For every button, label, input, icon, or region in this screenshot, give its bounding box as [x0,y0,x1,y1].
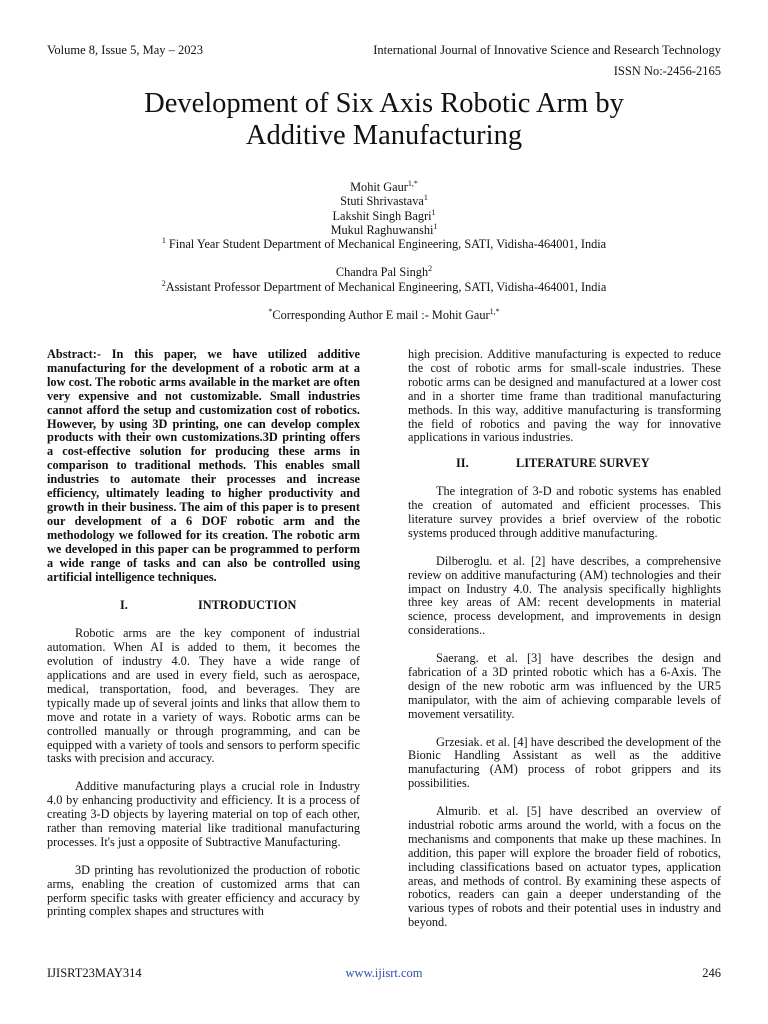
author-2: Stuti Shrivastava$^1$ [340,193,428,209]
author-5: Chandra Pal Singh$^2$ [335,264,433,280]
footer-page-number: 246 [702,966,721,980]
corresponding-author: *Corresponding Author E mail :- Mohit Gaur$^{1,*}$ [268,306,500,323]
intro-paragraph-1: Robotic arms are the key component of industrial automation. When AI is added to them, it becomes the evolution of industry 4.0. They have a wide range of applications and are used in every field, such as aerospace, medical, transportation, food, and beverages. They are typically made up of several joints and links that allow them to move and rotate in a variety of ways. Robotic arms can be controlled manually or through programming, and can be equipped with a variety of tools and sensors to perform specific tasks with precision and accuracy. [47,626,360,766]
footer-website-link[interactable]: www.ijisrt.com [345,966,423,980]
paper-title [60,88,708,152]
section-heading-introduction: I. INTRODUCTION [120,598,297,613]
author-3: Lakshit Singh Bagri$^1$ [332,207,436,223]
author-4: Mukul Raghuwanshi$^1$ [330,221,438,237]
header-journal: International Journal of Innovative Science and Research Technology [373,43,721,57]
intro-paragraph-2: Additive manufacturing plays a crucial role in Industry 4.0 by enhancing productivity and efficiency. It is a process of creating 3-D objects by layering material on top of each other, rather than removing material like traditional manufacturing processes. It's just a opposite of Subtractive Manufacturing. [47,779,360,849]
affiliation-1: $^1$ Final Year Student Department of Mechanical Engineering, SATI, Vidisha-464001, India [161,236,607,252]
literature-paragraph-2: Dilberoglu. et al. [2] have describes, a comprehensive review on additive manufacturing (AM) technologies and their impact on Industry 4.0. The analysis specifically highlights three key areas of AM: recent developments in material science, process development, and improvements in design considerations.. [408,553,721,638]
section-heading-literature-survey: II. LITERATURE SURVEY [456,456,650,471]
title-line-2: Additive Manufacturing [245,120,523,151]
literature-paragraph-1: The integration of 3-D and robotic systems has enabled the creation of automated and efficient processes. This literature survey provides a brief overview of the robotic systems produced through additive manufacturing. [408,484,721,540]
literature-paragraph-5: Almurib. et al. [5] have described an overview of industrial robotic arms around the world, with a focus on the mechanisms and components that make up these machines. In addition, this paper will explore the broader field of robotics, including classifications based on actuator types, application areas, and methods of control. By examining these aspects of robotics, readers can gain a deeper understanding of the various types of robots and their potential uses in industry and beyond. [408,804,721,930]
intro-paragraph-3: 3D printing has revolutionized the production of robotic arms, enabling the creation of customized arms that can perform specific tasks with greater efficiency and accuracy by printing complex shapes and structures with [47,862,360,919]
literature-paragraph-4: Grzesiak. et al. [4] have described the development of the Bionic Handling Assistant as well as the additive manufacturing (AM) process of robot grippers and its possibilities. [408,734,721,791]
author-1: Mohit Gaur$^{1,*}$ [350,178,418,194]
left-column [47,348,360,919]
title-line-1: Development of Six Axis Robotic Arm by [144,88,624,119]
header-issn: ISSN No:-2456-2165 [613,64,721,78]
affiliation-2: $^2$Assistant Professor Department of Mechanical Engineering, SATI, Vidisha-464001, India [161,278,607,294]
abstract: Abstract:- In this paper, we have utilized additive manufacturing for the development of a robotic arm at a low cost. The robotic arms available in the market are often very expensive and not customizable. Small industries cannot afford the setup and customization cost of robotics. However, by using 3D printing, one can develop complex products with their own customizations.3D printing offers a cost-effective solution for producing these arms in comparison to traditional methods. This enables small industries to automate their processes and increase efficiency, ultimately leading to higher productivity and growth in their business. The aim of this paper is to present our development of a 6 DOF robotic arm and the methodology we followed for its creation. The robotic arm we developed in this paper can be programmed to perform a wide range of tasks and can also be controlled using artificial intelligence techniques. [47,347,360,584]
literature-paragraph-3: Saerang. et al. [3] have describes the design and fabrication of a 3D printed robotic which has a 6-Axis. The design of the new robotic arm was influenced by the UR5 manipulator, with the aim of achieving comparable levels of movement versatility. [408,651,721,721]
author-block [40,180,728,322]
header-volume: Volume 8, Issue 5, May – 2023 [47,43,204,57]
intro-paragraph-3-continued: high precision. Additive manufacturing is expected to reduce the cost of robotic arms for small-scale industries. These robotic arms can be designed and manufactured at a lower cost and in a shorter time frame than traditional manufacturing methods. In this way, additive manufacturing is transforming the field of robotics and paving the way for innovative applications in various industries. [408,347,721,445]
footer-paper-id: IJISRT23MAY314 [47,966,142,980]
right-column [408,348,721,930]
